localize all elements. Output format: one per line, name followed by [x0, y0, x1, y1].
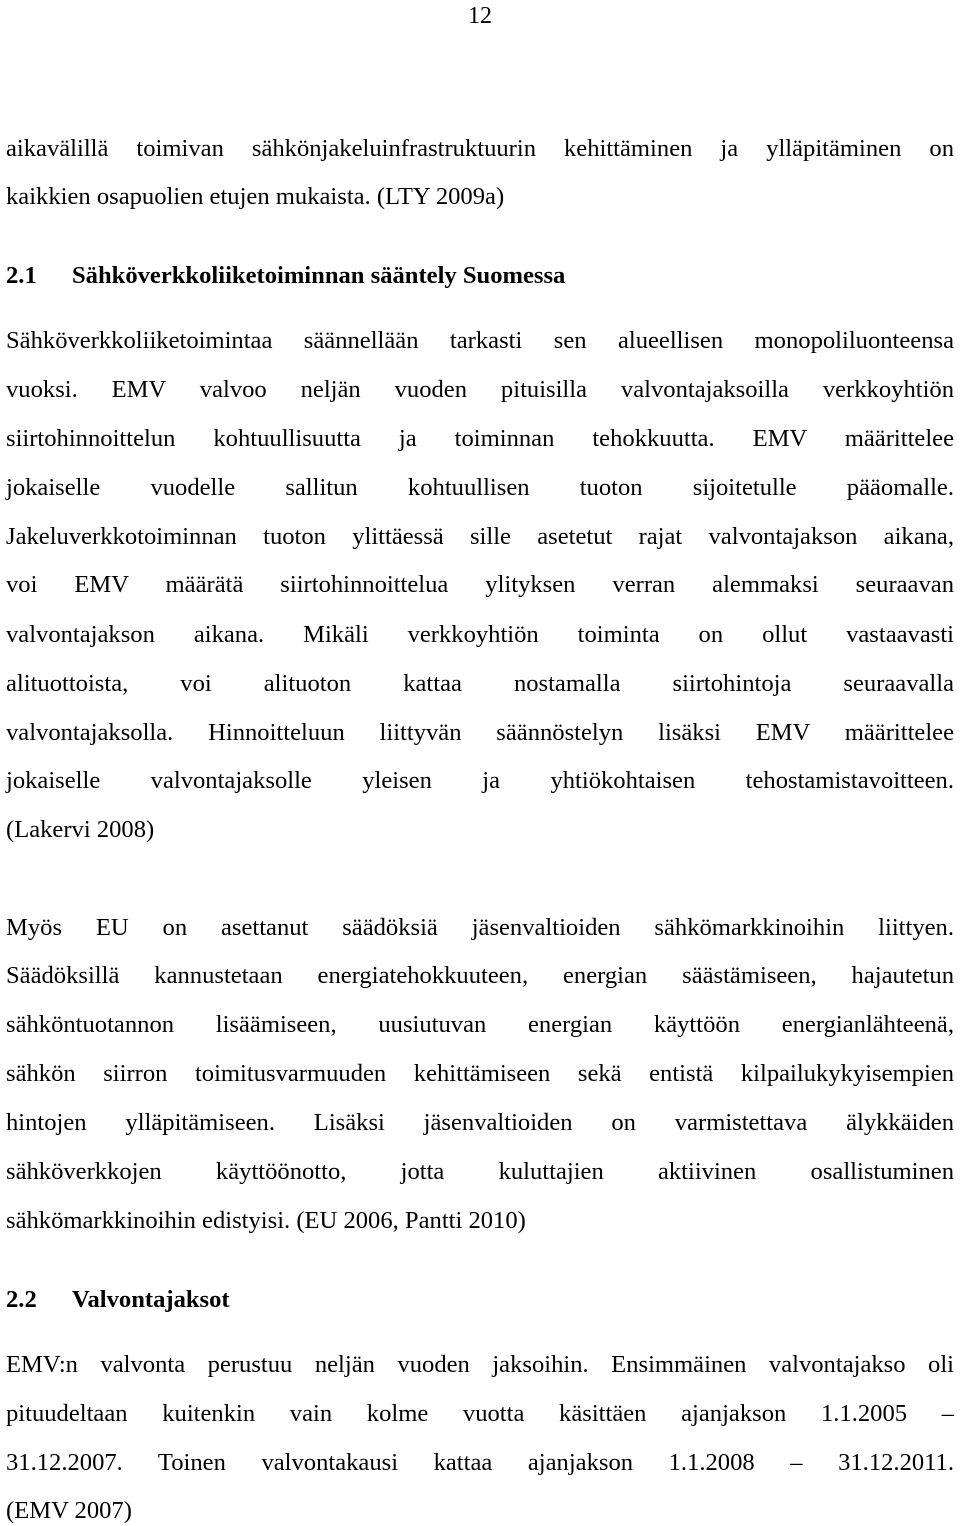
text-line: valvontajaksolla. Hinnoitteluun liittyvän säännöstelyn lisäksi EMV määrittelee: [6, 719, 954, 746]
section-number: 2.2: [6, 1286, 37, 1313]
page-number: 12: [468, 3, 492, 29]
text-line: sähkön siirron toimitusvarmuuden kehittämiseen sekä entistä kilpailukykyisempien: [6, 1060, 954, 1087]
text-line: Sähköverkkoliiketoimintaa säännellään tarkasti sen alueellisen monopoliluonteensa: [6, 327, 954, 354]
text-line: sähkömarkkinoihin edistyisi. (EU 2006, Pantti 2010): [6, 1207, 526, 1234]
text-line: kaikkien osapuolien etujen mukaista. (LTY 2009a): [6, 183, 505, 210]
section-title: Valvontajaksot: [72, 1286, 230, 1313]
section-title: Sähköverkkoliiketoiminnan sääntely Suomessa: [72, 262, 566, 289]
text-line: Myös EU on asettanut säädöksiä jäsenvaltioiden sähkömarkkinoihin liittyen.: [6, 914, 954, 941]
text-line: siirtohinnoittelun kohtuullisuutta ja toiminnan tehokkuutta. EMV määrittelee: [6, 425, 954, 452]
text-line: pituudeltaan kuitenkin vain kolme vuotta käsittäen ajanjakson 1.1.2005 –: [6, 1400, 954, 1427]
text-line: alituottoista, voi alituoton kattaa nostamalla siirtohintoja seuraavalla: [6, 670, 954, 697]
text-line: (EMV 2007): [6, 1497, 132, 1524]
text-line: Säädöksillä kannustetaan energiatehokkuuteen, energian säästämiseen, hajautetun: [6, 962, 954, 989]
text-line: 31.12.2007. Toinen valvontakausi kattaa ajanjakson 1.1.2008 – 31.12.2011.: [6, 1449, 954, 1476]
text-line: jokaiselle valvontajaksolle yleisen ja yhtiökohtaisen tehostamistavoitteen.: [6, 767, 954, 794]
section-number: 2.1: [6, 262, 37, 289]
section-heading-2-2: [6, 1285, 230, 1315]
text-line: sähköntuotannon lisäämiseen, uusiutuvan energian käyttöön energianlähteenä,: [6, 1011, 954, 1038]
text-line: jokaiselle vuodelle sallitun kohtuullisen tuoton sijoitetulle pääomalle.: [6, 474, 954, 501]
text-line: valvontajakson aikana. Mikäli verkkoyhtiön toiminta on ollut vastaavasti: [6, 621, 954, 648]
text-line: vuoksi. EMV valvoo neljän vuoden pituisilla valvontajaksoilla verkkoyhtiön: [6, 376, 954, 403]
text-line: sähköverkkojen käyttöönotto, jotta kuluttajien aktiivinen osallistuminen: [6, 1158, 954, 1185]
section-heading-2-1: [6, 261, 565, 291]
text-line: (Lakervi 2008): [6, 816, 155, 843]
text-line: aikavälillä toimivan sähkönjakeluinfrastruktuurin kehittäminen ja ylläpitäminen on: [6, 135, 954, 162]
text-line: voi EMV määrätä siirtohinnoittelua ylityksen verran alemmaksi seuraavan: [6, 571, 954, 598]
text-line: hintojen ylläpitämiseen. Lisäksi jäsenvaltioiden on varmistettava älykkäiden: [6, 1109, 954, 1136]
text-line: Jakeluverkkotoiminnan tuoton ylittäessä sille asetetut rajat valvontajakson aikana,: [6, 523, 954, 550]
text-line: EMV:n valvonta perustuu neljän vuoden jaksoihin. Ensimmäinen valvontajakso oli: [6, 1351, 954, 1378]
